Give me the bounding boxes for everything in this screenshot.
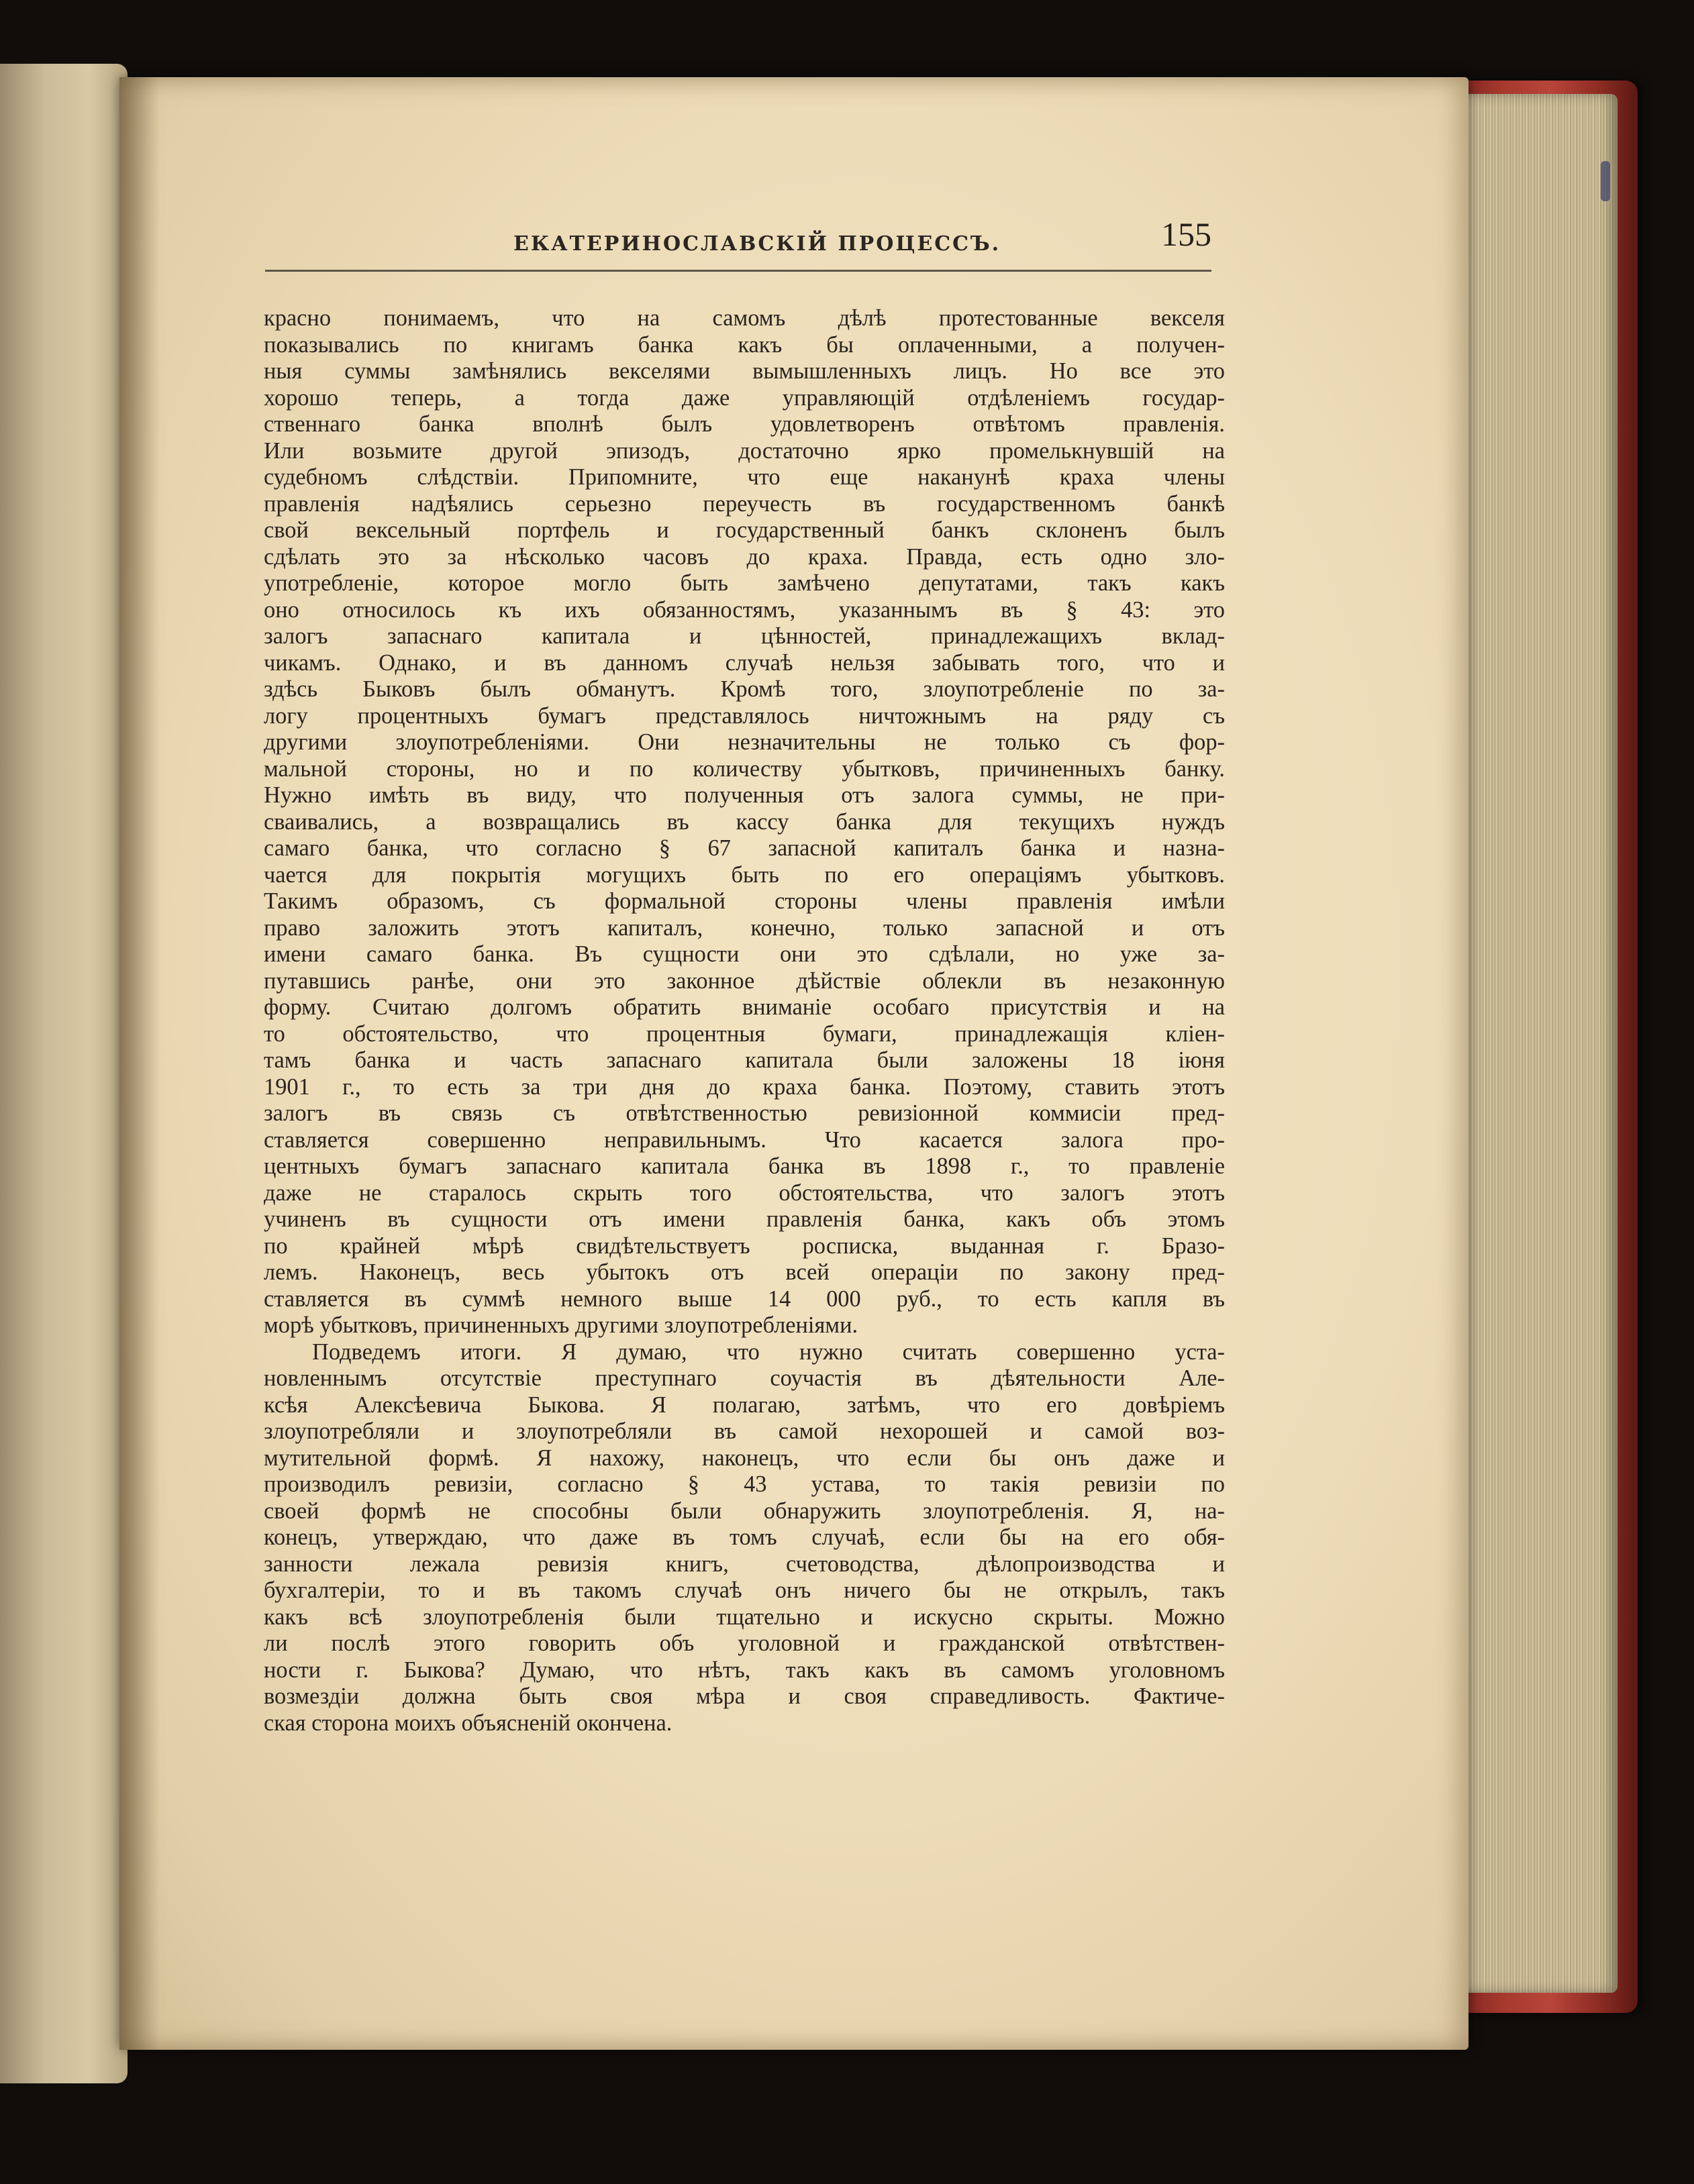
text-line: новленнымъ отсутствіе преступнаго соучастія въ дѣятельности Але-	[264, 1365, 1225, 1391]
text-line: своей формѣ не способны были обнаружить злоупотребленія. Я, на-	[264, 1498, 1225, 1524]
text-line: Или возьмите другой эпизодъ, достаточно ярко промелькнувшій на	[264, 437, 1225, 464]
text-line: логу процентныхъ бумагъ представлялось ничтожнымъ на ряду съ	[264, 703, 1225, 729]
text-line: злоупотребляли и злоупотребляли въ самой нехорошей и самой воз-	[264, 1418, 1225, 1444]
cover-mark	[1601, 161, 1610, 201]
text-line: употребленіе, которое могло быть замѣчено депутатами, такъ какъ	[264, 570, 1225, 596]
page-number: 155	[1161, 215, 1211, 253]
text-line: путавшись ранѣе, они это законное дѣйствіе облекли въ незаконную	[264, 968, 1225, 994]
text-line: сваивались, а возвращались въ кассу банка для текущихъ нуждъ	[264, 809, 1225, 835]
text-line: залогъ запаснаго капитала и цѣнностей, принадлежащихъ вклад-	[264, 623, 1225, 649]
text-line: лемъ. Наконецъ, весь убытокъ отъ всей операціи по закону пред-	[264, 1259, 1225, 1285]
text-line: Нужно имѣть въ виду, что полученныя отъ залога суммы, не при-	[264, 782, 1225, 808]
page-edges	[1463, 94, 1617, 1993]
text-line: оно относилось къ ихъ обязанностямъ, указаннымъ въ § 43: это	[264, 596, 1225, 623]
gutter-shadow	[119, 77, 160, 2050]
text-line: мутительной формѣ. Я нахожу, наконецъ, что если бы онъ даже и	[264, 1445, 1225, 1471]
text-line: показывались по книгамъ банка какъ бы оплаченными, а получен-	[264, 331, 1225, 358]
text-line: ли послѣ этого говорить объ уголовной и гражданской отвѣтствен-	[264, 1630, 1225, 1656]
text-line: Такимъ образомъ, съ формальной стороны члены правленія имѣли	[264, 888, 1225, 914]
text-line: какъ всѣ злоупотребленія были тщательно и искусно скрыты. Можно	[264, 1604, 1225, 1630]
text-line: судебномъ слѣдствіи. Припомните, что еще наканунѣ краха члены	[264, 464, 1225, 490]
running-head: ЕКАТЕРИНОСЛАВСКІЙ ПРОЦЕССЪ.	[513, 232, 1001, 256]
text-line: конецъ, утверждаю, что даже въ томъ случаѣ, если бы на его обя-	[264, 1524, 1225, 1550]
text-line: мальной стороны, но и по количеству убытковъ, причиненныхъ банку.	[264, 756, 1225, 782]
body-text	[264, 305, 1225, 1736]
text-line: залогъ въ связь съ отвѣтственностью ревизіонной коммисіи пред-	[264, 1100, 1225, 1126]
text-line: занности лежала ревизія книгъ, счетоводства, дѣлопроизводства и	[264, 1551, 1225, 1577]
text-line: тамъ банка и часть запаснаго капитала были заложены 18 іюня	[264, 1047, 1225, 1073]
text-line: возмездіи должна быть своя мѣра и своя справедливость. Фактиче-	[264, 1683, 1225, 1709]
text-line: ставляется въ суммѣ немного выше 14 000 руб., то есть капля въ	[264, 1286, 1225, 1312]
text-line: здѣсь Быковъ былъ обманутъ. Кромѣ того, злоупотребленіе по за-	[264, 676, 1225, 702]
text-line: форму. Считаю долгомъ обратить вниманіе особаго присутствія и на	[264, 994, 1225, 1020]
text-line: производилъ ревизіи, согласно § 43 устава, то такія ревизіи по	[264, 1471, 1225, 1497]
text-line: ская сторона моихъ объясненій окончена.	[264, 1710, 672, 1736]
header-rule	[265, 270, 1211, 272]
text-line: хорошо теперь, а тогда даже управляющій отдѣленіемъ государ-	[264, 384, 1225, 411]
text-line: имени самаго банка. Въ сущности они это сдѣлали, но уже за-	[264, 941, 1225, 967]
text-line: ксѣя Алексѣевича Быкова. Я полагаю, затѣмъ, что его довѣріемъ	[264, 1392, 1225, 1418]
text-line: учиненъ въ сущности отъ имени правленія банка, какъ объ этомъ	[264, 1206, 1225, 1232]
text-line: ставляется совершенно неправильнымъ. Что касается залога про-	[264, 1127, 1225, 1153]
page-header	[265, 215, 1211, 268]
text-line: красно понимаемъ, что на самомъ дѣлѣ протестованные векселя	[264, 305, 1225, 331]
text-line: право заложить этотъ капиталъ, конечно, только запасной и отъ	[264, 915, 1225, 941]
text-line: самаго банка, что согласно § 67 запасной капиталъ банка и назна-	[264, 835, 1225, 861]
text-line: бухгалтеріи, то и въ такомъ случаѣ онъ ничего бы не открылъ, такъ	[264, 1577, 1225, 1603]
text-line: свой вексельный портфель и государственный банкъ склоненъ былъ	[264, 517, 1225, 543]
text-line: сдѣлать это за нѣсколько часовъ до краха. Правда, есть одно зло-	[264, 543, 1225, 570]
text-line: ности г. Быкова? Думаю, что нѣтъ, такъ какъ въ самомъ уголовномъ	[264, 1657, 1225, 1683]
previous-page-edge	[0, 64, 128, 2083]
text-line: то обстоятельство, что процентныя бумаги, принадлежащія кліен-	[264, 1021, 1225, 1047]
text-line: ственнаго банка вполнѣ былъ удовлетворенъ отвѣтомъ правленія.	[264, 411, 1225, 437]
text-line: морѣ убытковъ, причиненныхъ другими злоупотребленіями.	[264, 1312, 858, 1338]
text-line: ныя суммы замѣнялись векселями вымышленныхъ лицъ. Но все это	[264, 358, 1225, 384]
text-line: по крайней мѣрѣ свидѣтельствуетъ росписка, выданная г. Бразо-	[264, 1233, 1225, 1259]
text-line: чикамъ. Однако, и въ данномъ случаѣ нельзя забывать того, что и	[264, 649, 1225, 676]
text-line: даже не старалось скрыть того обстоятельства, что залогъ этотъ	[264, 1180, 1225, 1206]
text-line: другими злоупотребленіями. Они незначительны не только съ фор-	[264, 729, 1225, 755]
text-line: 1901 г., то есть за три дня до краха банка. Поэтому, ставить этотъ	[264, 1074, 1225, 1100]
text-line: центныхъ бумагъ запаснаго капитала банка въ 1898 г., то правленіе	[264, 1153, 1225, 1179]
text-line: правленія надѣялись серьезно переучесть въ государственномъ банкѣ	[264, 490, 1225, 517]
text-line: Подведемъ итоги. Я думаю, что нужно считать совершенно уста-	[312, 1339, 1225, 1365]
text-line: чается для покрытія могущихъ быть по его операціямъ убытковъ.	[264, 862, 1225, 888]
